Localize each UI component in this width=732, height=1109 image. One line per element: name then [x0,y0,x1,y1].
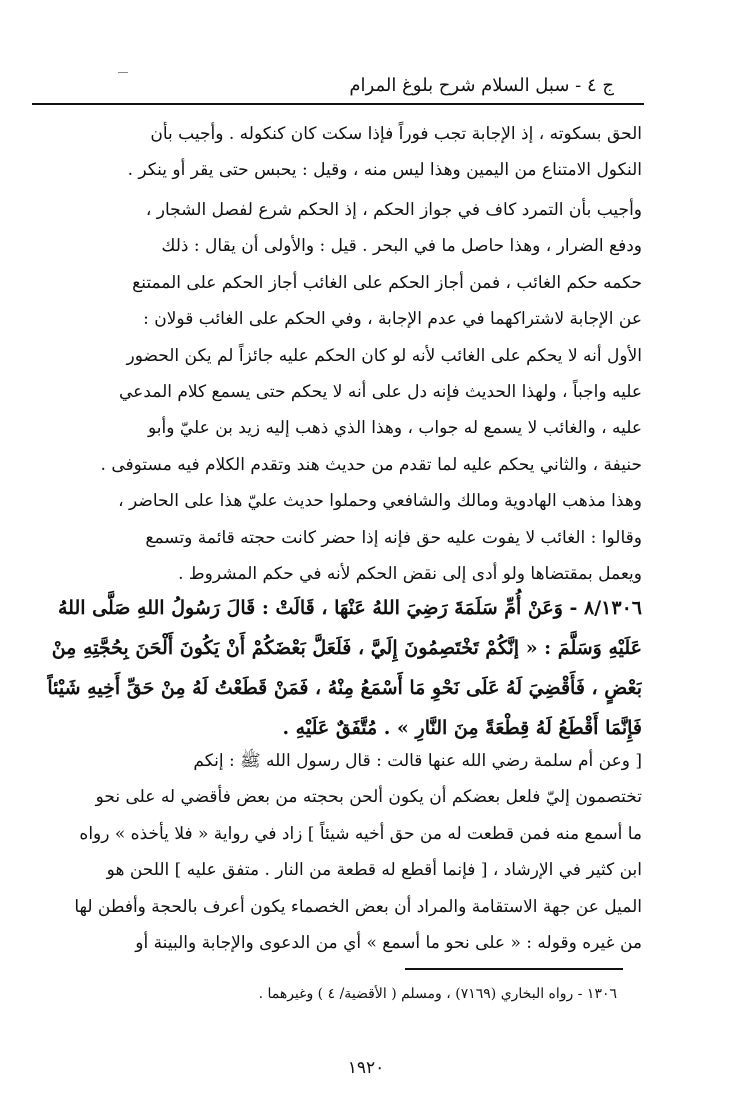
hadith-line: بَعْضٍ ، فَأَقْضِيَ لَهُ عَلَى نَحْوِ مَا أَسْمَعُ مِنْهُ ، فَمَنْ قَطَعْتُ لَهُ مِنْ حَقِّ أَخِيهِ شَيْئاً [47,677,642,699]
page-number: ١٩٢٠ [347,1058,385,1078]
hadith-line: عَلَيْهِ وَسَلَّمَ : « إنَّكُمْ تَخْتَصِمُونَ إِلَيَّ ، فَلَعَلَّ بَعْضَكُمْ أَنْ يَكُونَ أَلْحَنَ بِحُجَّتِهِ مِنْ [51,637,642,659]
text-line: ما أسمع منه فمن قطعت له من حق أخيه شيئاً ] زاد في رواية « فلا يأخذه » رواه [79,823,642,844]
text-line: تختصمون إليّ فلعل بعضكم أن يكون ألحن بحجته من بعض فأقضي له على نحو [95,787,642,808]
commentary-paragraph-3 [32,743,642,961]
text-line: من غيره وقوله : « على نحو ما أسمع » أي من الدعوى والإجابة والبينة أو [135,933,642,954]
text-line: الميل عن جهة الاستقامة والمراد أن بعض الخصماء يكون أعرف بالحجة وأفطن لها [74,896,642,917]
text-line: الأول أنه لا يحكم على الغائب لأنه لو كان الحكم عليه جائزاً لم يكن الحضور [126,345,642,366]
text-line: حكمه حكم الغائب ، فمن أجاز الحكم على الغائب أجاز الحكم على الممتنع [132,272,642,293]
commentary-paragraph-1 [32,116,642,189]
text-line: وقالوا : الغائب لا يفوت عليه حق فإنه إذا حضر كانت حجته قائمة وتسمع [145,527,642,548]
commentary-paragraph-2 [32,192,642,592]
text-line: ويعمل بمقتضاها ولو أدى إلى نقض الحكم لأنه في حكم المشروط . [178,564,642,585]
text-line: [ وعن أم سلمة رضي الله عنها قالت : قال رسول الله ﷺ : إنكم [193,751,642,771]
text-line: عليه واجباً ، ولهذا الحديث فإنه دل على أنه لا يحكم حتى يسمع كلام المدعي [119,382,642,403]
text-line: عليه ، والغائب لا يسمع له جواب ، وهذا الذي ذهب إليه زيد بن عليّ وأبو [148,418,642,439]
text-line: حنيفة ، والثاني يحكم عليه لما تقدم من حديث هند وتقدم الكلام فيه مستوفى . [100,454,642,475]
hadith-text [32,588,642,748]
text-line: النكول الامتناع من اليمين وهذا ليس منه ، وقيل : يحبس حتى يقر أو ينكر . [127,160,642,181]
text-line: ودفع الضرار ، وهذا حاصل ما في البحر . قيل : والأولى أن يقال : ذلك [161,236,642,257]
text-line: وهذا مذهب الهادوية ومالك والشافعي وحملوا حديث عليّ هذا على الحاضر ، [118,491,642,512]
header-rule [32,103,644,105]
text-line: عن الإجابة لاشتراكهما في عدم الإجابة ، وفي الحكم على الغائب قولان : [143,309,642,330]
text-line: ابن كثير في الإرشاد ، [ فإنما أقطع له قطعة من النار . متفق عليه ] اللحن هو [106,860,642,881]
text-line: وأجيب بأن التمرد كاف في جواز الحكم ، إذ الحكم شرع لفصل الشجار ، [145,200,642,220]
text-line: الحق بسكوته ، إذ الإجابة تجب فوراً فإذا سكت كان كنكوله . وأجيب بأن [150,124,642,144]
hadith-line: فَإِنَّمَا أَقْطَعُ لَهُ قِطْعَةً مِنَ النَّارِ » . مُتَّفَقٌ عَلَيْهِ . [282,717,642,739]
footnote: ١٣٠٦ - رواه البخاري (٧١٦٩) ، ومسلم ( الأقضية/ ٤ ) وغيرهما . [258,986,617,1002]
hadith-line: ٨/١٣٠٦ - وَعَنْ أُمِّ سَلَمَةَ رَضِيَ اللهُ عَنْهَا ، قَالَتْ : قَالَ رَسُولُ اللهِ صَلَّى اللهُ [58,597,642,619]
scan-mark [118,72,128,73]
footnote-rule [405,968,623,970]
running-header: ج ٤ - سبل السلام شرح بلوغ المرام [349,75,614,96]
